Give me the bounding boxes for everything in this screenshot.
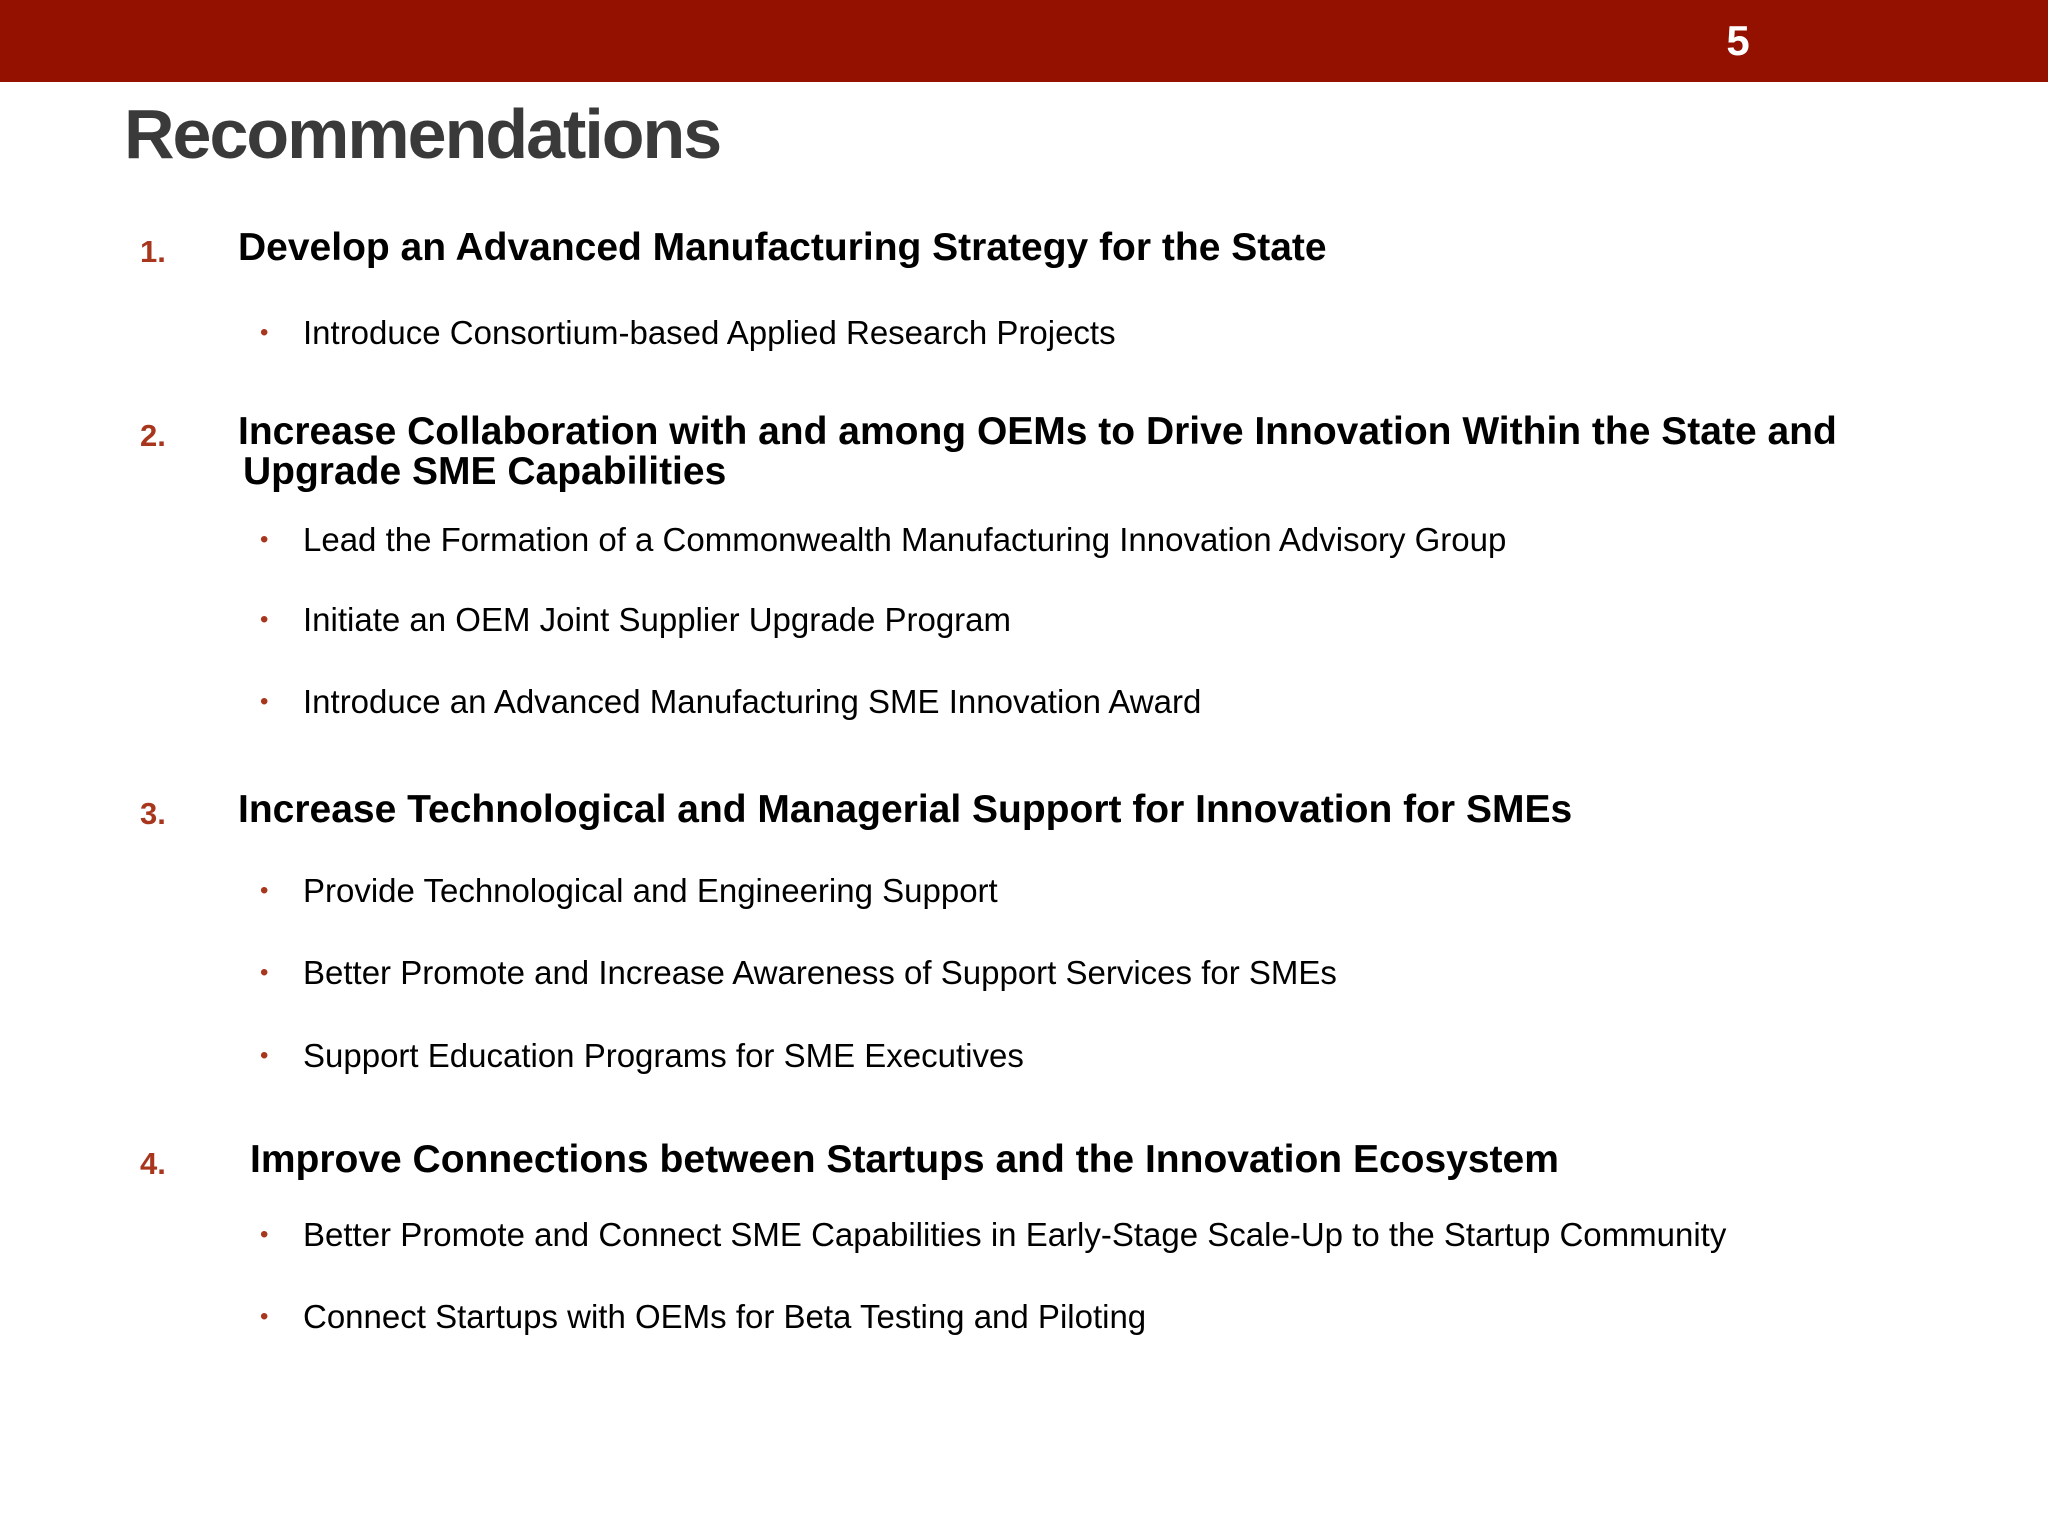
list-item — [0, 520, 2048, 560]
list-item — [0, 682, 2048, 722]
bullet-icon: • — [260, 959, 269, 986]
bullet-text: Lead the Formation of a Commonwealth Manufacturing Innovation Advisory Group — [303, 521, 1507, 558]
bullet-icon: • — [260, 319, 269, 346]
bullet-icon: • — [260, 1221, 269, 1248]
recommendation-title: Improve Connections between Startups and the Innovation Ecosystem — [250, 1138, 1559, 1181]
recommendation-number: 1. — [140, 234, 166, 269]
bullet-icon: • — [260, 688, 269, 715]
slide-title: Recommendations — [124, 95, 721, 173]
bullet-text: Introduce Consortium-based Applied Research Projects — [303, 314, 1116, 351]
bullet-text: Better Promote and Connect SME Capabilities in Early-Stage Scale-Up to the Startup Community — [303, 1216, 1727, 1253]
bullet-icon: • — [260, 1042, 269, 1069]
bullet-icon: • — [260, 877, 269, 904]
recommendation-title-line: Upgrade SME Capabilities — [243, 450, 727, 493]
recommendation-title: Increase Technological and Managerial Support for Innovation for SMEs — [238, 788, 1573, 831]
bullet-text: Connect Startups with OEMs for Beta Testing and Piloting — [303, 1298, 1147, 1335]
recommendation-title — [238, 412, 1938, 492]
recommendation-number: 2. — [140, 418, 166, 453]
bullet-icon: • — [260, 606, 269, 633]
recommendation-title-line: Increase Collaboration with and among OEMs to Drive Innovation Within the State and — [238, 410, 1837, 453]
bullet-text: Initiate an OEM Joint Supplier Upgrade Program — [303, 601, 1012, 638]
list-item — [0, 600, 2048, 640]
recommendation-number: 4. — [140, 1146, 166, 1181]
bullet-text: Better Promote and Increase Awareness of Support Services for SMEs — [303, 954, 1337, 991]
list-item — [0, 1036, 2048, 1076]
bullet-text: Introduce an Advanced Manufacturing SME Innovation Award — [303, 683, 1202, 720]
list-item — [0, 1297, 2048, 1337]
list-item — [0, 871, 2048, 911]
bullet-text: Support Education Programs for SME Executives — [303, 1037, 1024, 1074]
bullet-text: Provide Technological and Engineering Support — [303, 872, 998, 909]
list-item — [0, 1215, 2048, 1255]
header-bar — [0, 0, 2048, 82]
list-item — [0, 313, 2048, 353]
list-item — [0, 953, 2048, 993]
bullet-icon: • — [260, 1303, 269, 1330]
recommendation-number: 3. — [140, 796, 166, 831]
bullet-icon: • — [260, 526, 269, 553]
page-number: 5 — [1726, 17, 1750, 64]
recommendation-title: Develop an Advanced Manufacturing Strategy for the State — [238, 226, 1327, 269]
